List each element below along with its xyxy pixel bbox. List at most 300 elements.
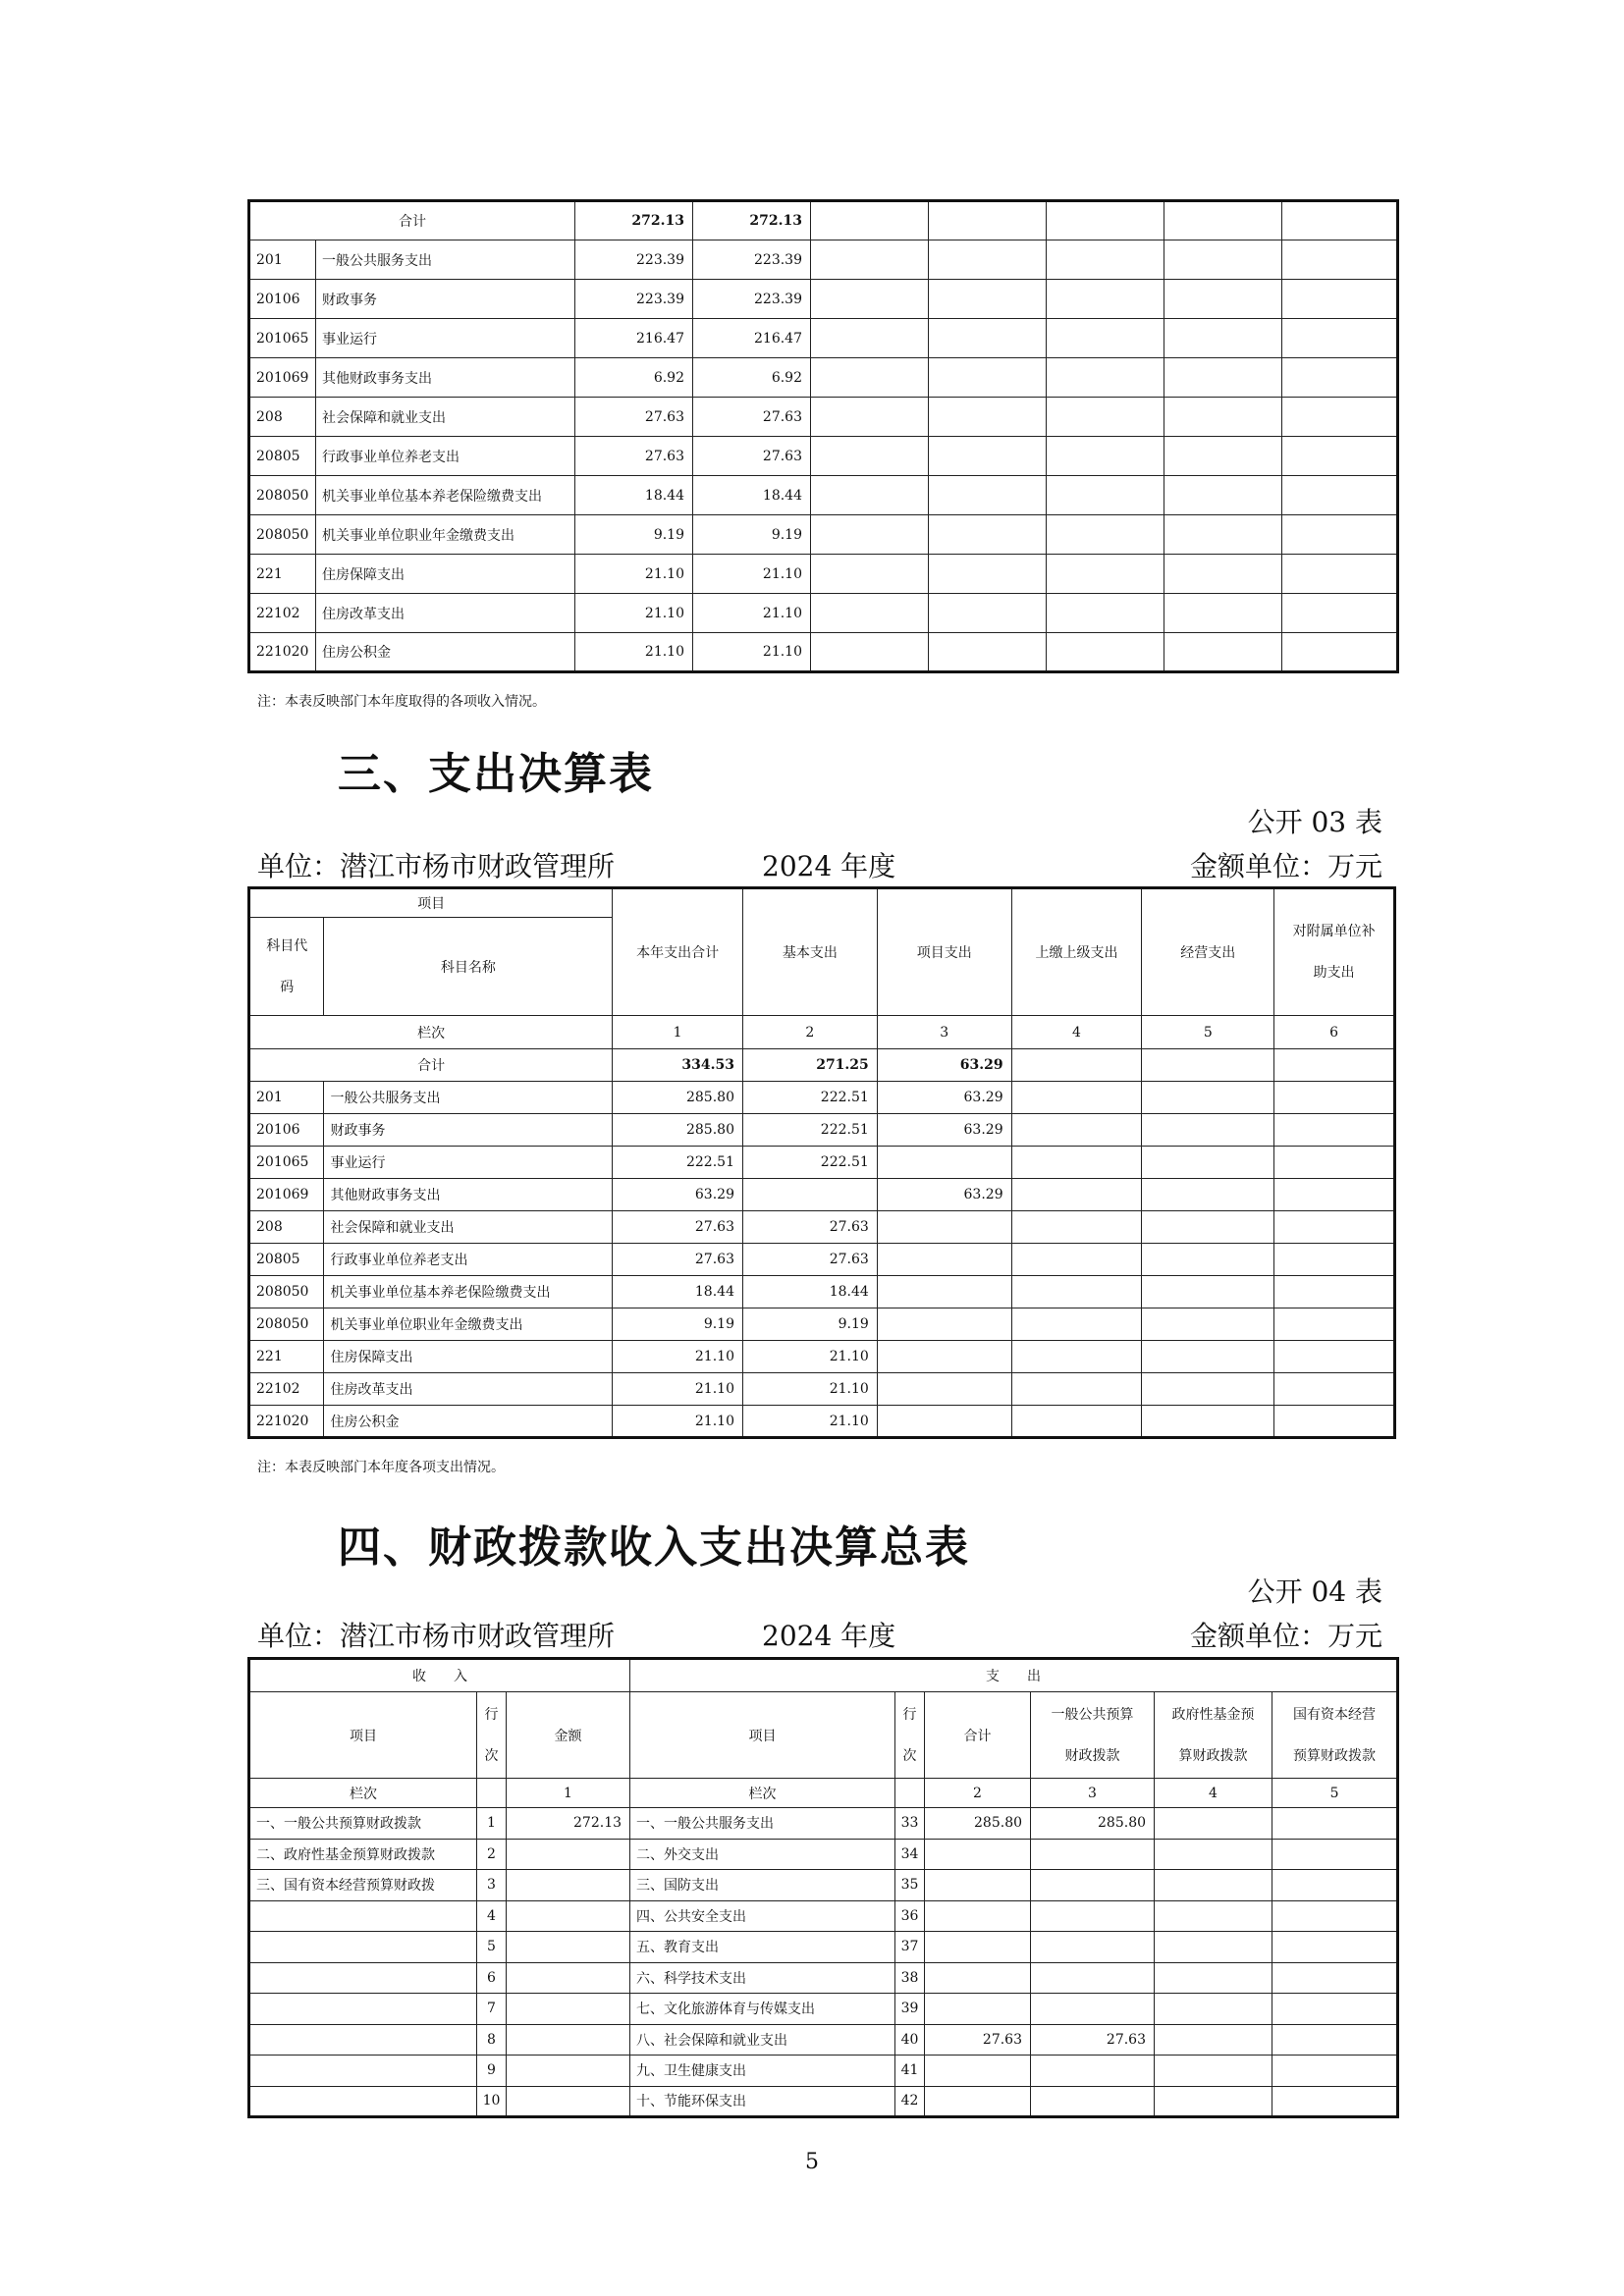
empty-cell [1142, 1308, 1274, 1341]
empty-cell [1274, 1341, 1395, 1373]
row-name: 事业运行 [324, 1147, 613, 1179]
empty-cell [1274, 1244, 1395, 1276]
row-name: 住房保障支出 [324, 1341, 613, 1373]
in-hang-header: 行 次 [477, 1692, 507, 1779]
row-name: 事业运行 [316, 319, 575, 358]
empty-cell [1274, 1049, 1395, 1082]
empty-cell [1272, 1808, 1398, 1840]
empty-cell [1164, 594, 1282, 633]
empty-cell [1011, 1114, 1142, 1147]
row-project: 63.29 [877, 1179, 1011, 1211]
empty-cell [929, 594, 1047, 633]
gov-fund-header: 政府性基金预 算财政拨款 [1155, 1692, 1272, 1779]
row-total: 285.80 [613, 1114, 743, 1147]
empty-cell [929, 476, 1047, 515]
empty-cell [1274, 1373, 1395, 1406]
row-name: 住房改革支出 [316, 594, 575, 633]
empty-cell [1272, 1932, 1398, 1963]
empty-cell [811, 398, 929, 437]
row-total: 285.80 [613, 1082, 743, 1114]
row-project: 63.29 [877, 1082, 1011, 1114]
row-value: 9.19 [575, 515, 693, 555]
income-item [249, 1932, 477, 1963]
expense-item: 十、节能环保支出 [630, 2086, 895, 2117]
row-total: 18.44 [613, 1276, 743, 1308]
table-row [249, 1808, 1398, 1840]
empty-cell [1274, 1276, 1395, 1308]
expense-total [925, 2056, 1031, 2087]
row-code: 201 [249, 240, 316, 280]
empty-cell [929, 240, 1047, 280]
row-project: 63.29 [877, 1049, 1011, 1082]
row-value: 21.10 [693, 555, 811, 594]
empty-cell [1142, 1179, 1274, 1211]
empty-cell [1047, 515, 1164, 555]
table-row [249, 280, 1398, 319]
row-name: 行政事业单位养老支出 [316, 437, 575, 476]
income-table-continued [247, 199, 1399, 673]
empty-cell [811, 633, 929, 672]
empty-cell [811, 280, 929, 319]
lanci-3: 3 [1031, 1779, 1155, 1808]
empty-cell [1274, 1179, 1395, 1211]
header-item: 项目 [249, 888, 613, 918]
section3-unit: 单位：潜江市杨市财政管理所 [257, 850, 616, 882]
expense-row-no: 33 [895, 1808, 925, 1840]
table-row [249, 1406, 1395, 1438]
empty-cell [1164, 358, 1282, 398]
empty-cell [811, 594, 929, 633]
expense-item: 六、科学技术支出 [630, 1962, 895, 1994]
empty-cell [1282, 398, 1398, 437]
section3-table-no: 公开 03 表 [1247, 806, 1382, 838]
expense-row-no: 38 [895, 1962, 925, 1994]
empty-cell [1047, 398, 1164, 437]
header-business: 经营支出 [1142, 888, 1274, 1016]
row-basic [742, 1179, 877, 1211]
row-name: 机关事业单位职业年金缴费支出 [324, 1308, 613, 1341]
row-total: 63.29 [613, 1179, 743, 1211]
row-code: 201065 [249, 1147, 324, 1179]
expense-total: 27.63 [925, 2024, 1031, 2056]
lanci-label: 栏次 [249, 1016, 613, 1049]
row-name: 合计 [249, 201, 575, 240]
income-amount [507, 1839, 630, 1870]
row-code: 221 [249, 1341, 324, 1373]
income-amount [507, 2056, 630, 2087]
expense-item: 二、外交支出 [630, 1839, 895, 1870]
out-lanci: 栏次 [630, 1779, 895, 1808]
expense-row-no: 41 [895, 2056, 925, 2087]
income-item [249, 1994, 477, 2025]
expense-general [1031, 2056, 1155, 2087]
empty-cell [1142, 1049, 1274, 1082]
income-item [249, 2024, 477, 2056]
empty-cell [1142, 1406, 1274, 1438]
income-amount [507, 1994, 630, 2025]
row-project [877, 1341, 1011, 1373]
section3-title: 三、支出决算表 [338, 749, 654, 799]
row-total: 21.10 [613, 1341, 743, 1373]
row-project [877, 1147, 1011, 1179]
row-code: 22102 [249, 1373, 324, 1406]
expense-total: 285.80 [925, 1808, 1031, 1840]
income-amount [507, 2086, 630, 2117]
empty-cell [1272, 2086, 1398, 2117]
expense-item: 七、文化旅游体育与传媒支出 [630, 1994, 895, 2025]
table-row [249, 1932, 1398, 1963]
row-code: 22102 [249, 594, 316, 633]
row-basic: 222.51 [742, 1114, 877, 1147]
row-code: 20106 [249, 280, 316, 319]
row-name: 其他财政事务支出 [324, 1179, 613, 1211]
section4-year: 2024 年度 [762, 1620, 896, 1652]
row-value: 27.63 [693, 398, 811, 437]
row-value: 272.13 [575, 201, 693, 240]
section4-table-no: 公开 04 表 [1247, 1575, 1382, 1608]
row-basic: 21.10 [742, 1341, 877, 1373]
page-number: 5 [805, 2150, 819, 2174]
out-hang-header: 行 次 [895, 1692, 925, 1779]
section4-money-unit: 金额单位：万元 [1189, 1620, 1382, 1652]
row-name: 住房公积金 [324, 1406, 613, 1438]
income-row-no: 5 [477, 1932, 507, 1963]
row-name: 财政事务 [324, 1114, 613, 1147]
empty-cell [1011, 1373, 1142, 1406]
empty-cell [1164, 476, 1282, 515]
row-value: 9.19 [693, 515, 811, 555]
empty-cell [1142, 1211, 1274, 1244]
empty-cell [1164, 319, 1282, 358]
empty-cell [1272, 2056, 1398, 2087]
empty-cell [1011, 1179, 1142, 1211]
expense-general [1031, 1839, 1155, 1870]
table-row [249, 555, 1398, 594]
empty-cell [1142, 1114, 1274, 1147]
row-code: 20805 [249, 1244, 324, 1276]
row-total: 334.53 [613, 1049, 743, 1082]
header-name: 科目名称 [324, 918, 613, 1016]
header-upper: 上缴上级支出 [1011, 888, 1142, 1016]
row-total: 21.10 [613, 1406, 743, 1438]
expense-general [1031, 1962, 1155, 1994]
expense-row-no: 37 [895, 1932, 925, 1963]
expense-general [1031, 1932, 1155, 1963]
empty-cell [1142, 1373, 1274, 1406]
empty-cell [1155, 2056, 1272, 2087]
empty-cell [929, 319, 1047, 358]
row-basic: 21.10 [742, 1373, 877, 1406]
empty-cell [1011, 1406, 1142, 1438]
row-basic: 222.51 [742, 1082, 877, 1114]
income-item: 三、国有资本经营预算财政拨 [249, 1870, 477, 1901]
income-item [249, 2056, 477, 2087]
expense-row-no: 36 [895, 1900, 925, 1932]
row-name: 社会保障和就业支出 [316, 398, 575, 437]
row-code: 208050 [249, 515, 316, 555]
empty-cell [1155, 1994, 1272, 2025]
row-total: 222.51 [613, 1147, 743, 1179]
row-code: 208050 [249, 476, 316, 515]
empty-cell [1164, 437, 1282, 476]
expense-row-no: 40 [895, 2024, 925, 2056]
row-value: 21.10 [575, 633, 693, 672]
row-total: 21.10 [613, 1373, 743, 1406]
lanci-number: 3 [877, 1016, 1011, 1049]
empty-cell [1155, 1900, 1272, 1932]
empty-cell [1155, 2024, 1272, 2056]
table-row [249, 319, 1398, 358]
income-amount [507, 1932, 630, 1963]
row-value: 223.39 [575, 240, 693, 280]
expense-item: 九、卫生健康支出 [630, 2056, 895, 2087]
empty-cell [1274, 1114, 1395, 1147]
empty-cell [1164, 555, 1282, 594]
income-row-no: 2 [477, 1839, 507, 1870]
empty-cell [1164, 201, 1282, 240]
empty-cell [1164, 515, 1282, 555]
row-total: 27.63 [613, 1211, 743, 1244]
in-amount-header: 金额 [507, 1692, 630, 1779]
row-project [877, 1276, 1011, 1308]
empty-cell [1272, 1839, 1398, 1870]
lanci-number: 2 [742, 1016, 877, 1049]
row-name: 住房保障支出 [316, 555, 575, 594]
table-row [249, 1870, 1398, 1901]
empty-cell [1272, 2024, 1398, 2056]
row-name: 机关事业单位基本养老保险缴费支出 [316, 476, 575, 515]
row-code: 208 [249, 398, 316, 437]
income-amount: 272.13 [507, 1808, 630, 1840]
income-item [249, 1900, 477, 1932]
lanci-5: 5 [1272, 1779, 1398, 1808]
expense-row-no: 42 [895, 2086, 925, 2117]
table-row [249, 1114, 1395, 1147]
row-name: 住房改革支出 [324, 1373, 613, 1406]
in-lanci: 栏次 [249, 1779, 477, 1808]
expense-total [925, 1900, 1031, 1932]
empty-cell [811, 476, 929, 515]
row-basic: 271.25 [742, 1049, 877, 1082]
row-code: 208050 [249, 1276, 324, 1308]
empty-cell [929, 515, 1047, 555]
empty-cell [1155, 1870, 1272, 1901]
expense-row-no: 39 [895, 1994, 925, 2025]
in-lanci-1: 1 [507, 1779, 630, 1808]
empty-cell [1047, 555, 1164, 594]
empty-cell [1011, 1049, 1142, 1082]
empty-cell [1282, 319, 1398, 358]
income-amount [507, 1870, 630, 1901]
expense-total [925, 1932, 1031, 1963]
empty-cell [811, 515, 929, 555]
header-subsidy: 对附属单位补 助支出 [1274, 888, 1395, 1016]
table-row [249, 1211, 1395, 1244]
empty-cell [1274, 1082, 1395, 1114]
section4-unit: 单位：潜江市杨市财政管理所 [257, 1620, 616, 1652]
empty-cell [1272, 1994, 1398, 2025]
empty-cell [811, 319, 929, 358]
empty-cell [929, 398, 1047, 437]
table-row [249, 515, 1398, 555]
income-row-no: 4 [477, 1900, 507, 1932]
row-name: 住房公积金 [316, 633, 575, 672]
row-code: 221020 [249, 633, 316, 672]
row-project [877, 1211, 1011, 1244]
income-item: 一、一般公共预算财政拨款 [249, 1808, 477, 1840]
table2-note: 注：本表反映部门本年度取得的各项收入情况。 [257, 694, 546, 710]
empty-cell [929, 280, 1047, 319]
table-row [249, 2056, 1398, 2087]
table-row [249, 1308, 1395, 1341]
section3-money-unit: 金额单位：万元 [1189, 850, 1382, 882]
empty-cell [1142, 1341, 1274, 1373]
empty-cell [1164, 240, 1282, 280]
expense-total [925, 1839, 1031, 1870]
row-value: 21.10 [575, 594, 693, 633]
row-basic: 27.63 [742, 1211, 877, 1244]
empty-cell [1047, 594, 1164, 633]
row-name: 一般公共服务支出 [316, 240, 575, 280]
empty-cell [929, 201, 1047, 240]
empty-cell [1047, 201, 1164, 240]
table-row [249, 358, 1398, 398]
empty-cell [1282, 633, 1398, 672]
table-row [249, 1900, 1398, 1932]
table-row [249, 1839, 1398, 1870]
empty-cell [811, 201, 929, 240]
expense-row-no: 35 [895, 1870, 925, 1901]
empty-cell [1282, 476, 1398, 515]
table-row [249, 476, 1398, 515]
empty-cell [1047, 280, 1164, 319]
income-row-no: 7 [477, 1994, 507, 2025]
empty-cell [1155, 1962, 1272, 1994]
empty-cell [1011, 1341, 1142, 1373]
row-value: 223.39 [693, 240, 811, 280]
empty-cell [1047, 633, 1164, 672]
in-item-header: 项目 [249, 1692, 477, 1779]
empty-cell [1282, 594, 1398, 633]
empty-cell [929, 437, 1047, 476]
income-amount [507, 2024, 630, 2056]
out-item-header: 项目 [630, 1692, 895, 1779]
row-project: 63.29 [877, 1114, 1011, 1147]
empty-cell [1155, 1839, 1272, 1870]
empty-cell [1282, 358, 1398, 398]
row-project [877, 1373, 1011, 1406]
row-name: 机关事业单位基本养老保险缴费支出 [324, 1276, 613, 1308]
table-row [249, 1276, 1395, 1308]
empty-cell [1274, 1147, 1395, 1179]
expense-item: 三、国防支出 [630, 1870, 895, 1901]
table-row [249, 1147, 1395, 1179]
income-item: 二、政府性基金预算财政拨款 [249, 1839, 477, 1870]
expense-header: 支 出 [630, 1659, 1398, 1692]
expense-general [1031, 1900, 1155, 1932]
row-basic: 27.63 [742, 1244, 877, 1276]
table-row [249, 1341, 1395, 1373]
row-basic: 18.44 [742, 1276, 877, 1308]
empty-cell [1011, 1211, 1142, 1244]
row-project [877, 1244, 1011, 1276]
row-project [877, 1406, 1011, 1438]
row-value: 27.63 [575, 398, 693, 437]
row-code: 201069 [249, 1179, 324, 1211]
expense-total [925, 1870, 1031, 1901]
header-code: 科目代 码 [249, 918, 324, 1016]
empty-cell [1164, 633, 1282, 672]
total-header: 合计 [925, 1692, 1031, 1779]
empty-cell [811, 555, 929, 594]
row-code: 20805 [249, 437, 316, 476]
table-row [249, 1994, 1398, 2025]
table-row [249, 594, 1398, 633]
lanci-number: 5 [1142, 1016, 1274, 1049]
row-code: 201069 [249, 358, 316, 398]
empty-cell [1011, 1082, 1142, 1114]
row-total: 9.19 [613, 1308, 743, 1341]
row-code: 201 [249, 1082, 324, 1114]
row-value: 6.92 [575, 358, 693, 398]
row-name: 机关事业单位职业年金缴费支出 [316, 515, 575, 555]
empty-cell [1011, 1308, 1142, 1341]
soe-header: 国有资本经营 预算财政拨款 [1272, 1692, 1398, 1779]
row-project [877, 1308, 1011, 1341]
row-value: 272.13 [693, 201, 811, 240]
header-total: 本年支出合计 [613, 888, 743, 1016]
empty-cell [811, 240, 929, 280]
general-header: 一般公共预算 财政拨款 [1031, 1692, 1155, 1779]
empty-cell [1282, 201, 1398, 240]
table3-note: 注：本表反映部门本年度各项支出情况。 [257, 1460, 505, 1475]
empty-cell [1142, 1147, 1274, 1179]
table-row [249, 1962, 1398, 1994]
empty-cell [929, 555, 1047, 594]
row-value: 18.44 [693, 476, 811, 515]
row-name: 一般公共服务支出 [324, 1082, 613, 1114]
expense-general [1031, 1994, 1155, 2025]
empty-cell [1142, 1244, 1274, 1276]
empty-cell [1282, 240, 1398, 280]
empty-cell [1155, 2086, 1272, 2117]
table-row [249, 1082, 1395, 1114]
row-name: 其他财政事务支出 [316, 358, 575, 398]
income-row-no: 9 [477, 2056, 507, 2087]
row-value: 21.10 [693, 594, 811, 633]
expense-item: 八、社会保障和就业支出 [630, 2024, 895, 2056]
empty-cell [1047, 358, 1164, 398]
empty-cell [1282, 555, 1398, 594]
table-row [249, 1373, 1395, 1406]
income-row-no: 8 [477, 2024, 507, 2056]
empty-cell [1272, 1870, 1398, 1901]
table-row [249, 1244, 1395, 1276]
row-basic: 21.10 [742, 1406, 877, 1438]
expense-item: 一、一般公共服务支出 [630, 1808, 895, 1840]
row-value: 21.10 [693, 633, 811, 672]
row-value: 27.63 [693, 437, 811, 476]
table-row [249, 240, 1398, 280]
income-item [249, 2086, 477, 2117]
empty-cell [1142, 1082, 1274, 1114]
empty-cell [1282, 280, 1398, 319]
empty-cell [811, 358, 929, 398]
table-row [249, 398, 1398, 437]
expense-table [247, 886, 1396, 1439]
table-row [249, 437, 1398, 476]
lanci-2: 2 [925, 1779, 1031, 1808]
